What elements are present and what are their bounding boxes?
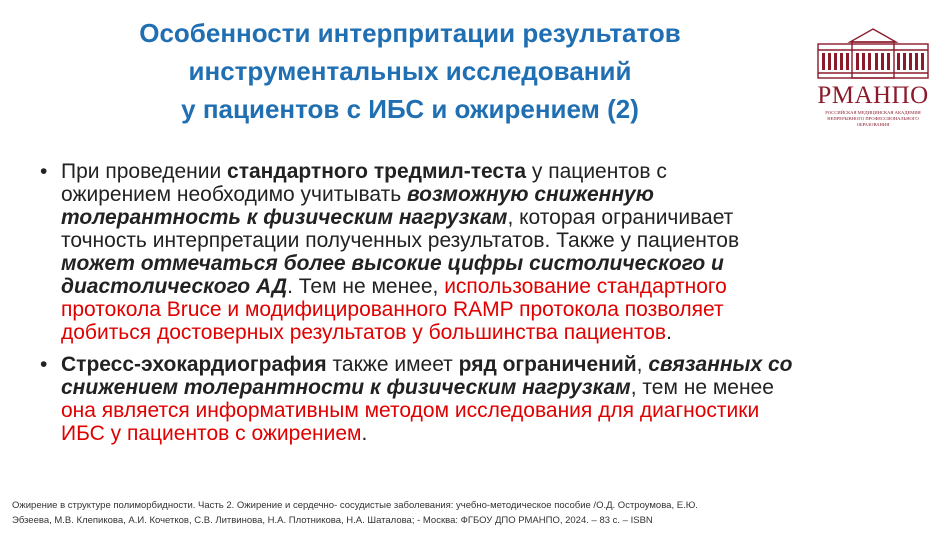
- bullet-line: [61, 229, 900, 252]
- bullet-line: [61, 422, 900, 445]
- text-segment: использование стандартного: [444, 275, 727, 298]
- bullet-line: [61, 353, 900, 376]
- text-segment: . Тем не менее,: [287, 275, 445, 298]
- text-segment: возможную сниженную: [406, 183, 654, 206]
- title-line-1: Особенности интерпритации результатов: [139, 18, 681, 48]
- text-segment: Стресс-эхокардиография: [61, 353, 327, 376]
- reference-line-1: Ожирение в структуре полиморбидности. Часть 2. Ожирение и сердечно- сосудистые заболевания: учебно-методическое пособие /О.Д. Остроумова, Е.Ю.: [12, 500, 698, 511]
- text-segment: , которая ограничивает: [507, 206, 734, 229]
- bullet-line: [61, 206, 900, 229]
- text-segment: ряд ограничений: [458, 353, 637, 376]
- text-segment: протокола Bruce и модифицированного RAMP протокола позволяет: [61, 298, 724, 321]
- text-segment: точность интерпретации полученных результатов. Также у пациентов: [61, 229, 740, 252]
- text-segment: , тем не менее: [630, 376, 774, 399]
- text-segment: также имеет: [326, 353, 459, 376]
- bullet-item: [40, 160, 900, 344]
- bullet-line: [61, 160, 900, 183]
- title-line-2: инструментальных исследований: [188, 56, 632, 86]
- slide-title: [80, 14, 740, 128]
- academy-building-icon: [814, 26, 932, 82]
- bullet-line: [61, 275, 900, 298]
- bullet-list: [40, 160, 900, 454]
- logo-name: РМАНПО: [817, 82, 929, 109]
- text-segment: ,: [636, 353, 649, 376]
- text-segment: .: [361, 422, 368, 445]
- reference-line-2: Эбзеева, М.В. Клепикова, А.И. Кочетков, С.В. Литвинова, Н.А. Плотникова, Н.А. Шаталова; - Москва: ФГБОУ ДПО РМАНПО, 2024. – 83 с. – ISBN: [12, 515, 653, 526]
- text-segment: При проведении: [61, 160, 228, 183]
- text-segment: связанных со: [648, 353, 793, 376]
- rmanpo-logo: [814, 26, 932, 126]
- text-segment: ИБС у пациентов с ожирением: [61, 422, 362, 445]
- bullet-line: [61, 183, 900, 206]
- bullet-line: [61, 298, 900, 321]
- text-segment: она является информативным методом исследования для диагностики: [61, 399, 760, 422]
- text-segment: стандартного тредмил-теста: [227, 160, 527, 183]
- logo-subtitle-line-2: НЕПРЕРЫВНОГО ПРОФЕССИОНАЛЬНОГО ОБРАЗОВАНИЯ: [827, 116, 919, 127]
- text-segment: толерантность к физическим нагрузкам: [61, 206, 508, 229]
- text-segment: у пациентов с: [526, 160, 667, 183]
- text-segment: диастолического АД: [61, 275, 288, 298]
- bullet-item: [40, 353, 900, 445]
- bullet-line: [61, 252, 900, 275]
- title-line-3: у пациентов с ИБС и ожирением (2): [181, 94, 639, 124]
- bullet-dot: •: [40, 353, 48, 376]
- text-segment: .: [666, 321, 672, 344]
- bullet-line: [61, 321, 900, 344]
- logo-subtitle-line-1: РОССИЙСКАЯ МЕДИЦИНСКАЯ АКАДЕМИЯ: [825, 110, 921, 115]
- text-segment: снижением толерантности к физическим нагрузкам: [61, 376, 631, 399]
- text-segment: ожирением необходимо учитывать: [61, 183, 407, 206]
- logo-subtitle: [814, 110, 932, 128]
- text-segment: может отмечаться более высокие цифры систолического и: [61, 252, 724, 275]
- bullet-dot: •: [40, 160, 48, 183]
- bullet-line: [61, 399, 900, 422]
- bullet-line: [61, 376, 900, 399]
- text-segment: добиться достоверных результатов у большинства пациентов: [61, 321, 667, 344]
- reference-footer: [12, 498, 732, 528]
